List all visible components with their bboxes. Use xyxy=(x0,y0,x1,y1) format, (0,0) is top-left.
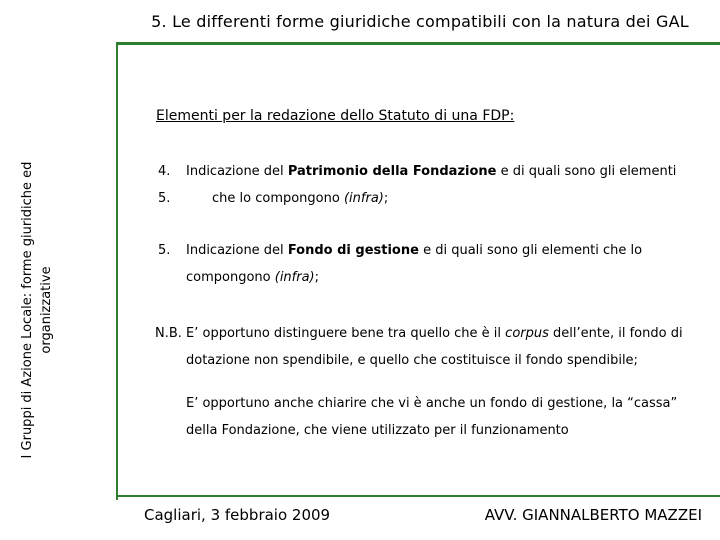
item-4-text xyxy=(186,164,676,179)
item-5b-text xyxy=(186,243,642,258)
item-5b-line2-post: ; xyxy=(314,270,320,285)
item-5b-pre: Indicazione del xyxy=(186,243,288,258)
nb-line3: E’ opportuno anche chiarire che vi è anche un fondo di gestione, la “cassa” xyxy=(186,396,678,411)
side-divider xyxy=(116,42,118,500)
item-5a-ital: (infra) xyxy=(343,191,384,206)
item-4-bold: Patrimonio della Fondazione xyxy=(287,164,497,179)
item-5b-text-line2 xyxy=(186,270,319,285)
item-5b-bold: Fondo di gestione xyxy=(287,243,419,258)
item-5a-post: ; xyxy=(383,191,389,206)
item-5b-post: e di quali sono gli elementi che lo xyxy=(418,243,643,258)
item-5b-line2-pre: compongono xyxy=(186,270,275,285)
side-label-line1: I Gruppi di Azione Locale: forme giuridiche ed xyxy=(20,161,35,459)
footer-author: AVV. GIANNALBERTO MAZZEI xyxy=(484,506,702,524)
nb-line1-ital: corpus xyxy=(505,326,549,341)
item-4-number: 4. xyxy=(158,164,171,179)
section-heading: Elementi per la redazione dello Statuto di una FDP: xyxy=(156,108,515,124)
item-5b-line2-ital: (infra) xyxy=(274,270,315,285)
side-label xyxy=(18,130,56,490)
nb-line1-pre: N.B. E’ opportuno distinguere bene tra quello che è il xyxy=(155,326,506,341)
header-divider xyxy=(118,42,720,45)
footer-divider xyxy=(118,495,720,497)
item-5a-text xyxy=(212,191,388,206)
item-5b-number: 5. xyxy=(158,243,171,258)
side-label-line2: organizzative xyxy=(39,266,54,354)
item-5a-number: 5. xyxy=(158,191,171,206)
footer-location-date: Cagliari, 3 febbraio 2009 xyxy=(144,506,331,524)
item-4-post: e di quali sono gli elementi xyxy=(496,164,677,179)
nb-line1 xyxy=(155,326,683,341)
nb-line4: della Fondazione, che viene utilizzato per il funzionamento xyxy=(186,423,569,438)
slide-title: 5. Le differenti forme giuridiche compatibili con la natura dei GAL xyxy=(151,12,689,31)
item-5a-pre: che lo compongono xyxy=(212,191,344,206)
item-4-pre: Indicazione del xyxy=(186,164,288,179)
nb-line2: dotazione non spendibile, e quello che costituisce il fondo spendibile; xyxy=(186,353,638,368)
nb-line1-post: dell’ente, il fondo di xyxy=(548,326,683,341)
